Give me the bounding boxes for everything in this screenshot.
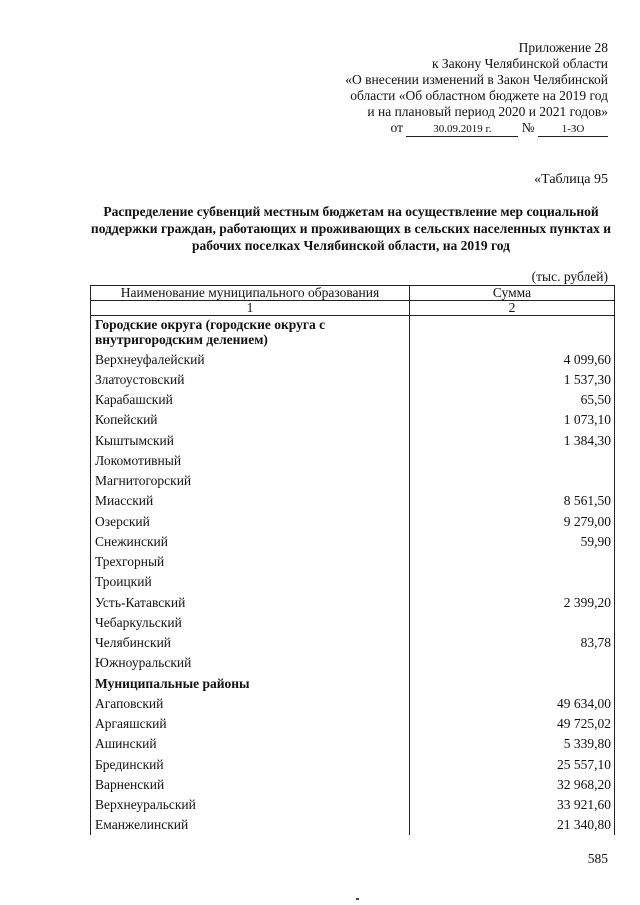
municipality-name-cell: Ашинский bbox=[91, 734, 410, 754]
table-row bbox=[91, 693, 615, 713]
municipality-name-cell: Троицкий bbox=[91, 572, 410, 592]
amount-cell bbox=[410, 572, 615, 592]
appendix-line: области «Об областном бюджете на 2019 год bbox=[350, 88, 608, 103]
municipality-name-cell: Верхнеуральский bbox=[91, 795, 410, 815]
table-row bbox=[91, 410, 615, 430]
amount-cell: 65,50 bbox=[410, 390, 615, 410]
column-number-row bbox=[91, 301, 615, 316]
table-body bbox=[91, 316, 615, 836]
amount-cell: 1 384,30 bbox=[410, 430, 615, 450]
municipality-name-cell: Аргаяшский bbox=[91, 714, 410, 734]
table-row bbox=[91, 491, 615, 511]
municipality-name-cell: Трехгорный bbox=[91, 552, 410, 572]
table-row bbox=[91, 552, 615, 572]
appendix-heading bbox=[308, 40, 608, 137]
municipality-name-cell: Южноуральский bbox=[91, 653, 410, 673]
amount-cell: 21 340,80 bbox=[410, 815, 615, 835]
table-row bbox=[91, 734, 615, 754]
amount-cell: 1 537,30 bbox=[410, 369, 615, 389]
municipality-name-cell: Локомотивный bbox=[91, 450, 410, 470]
units-label: (тыс. рублей) bbox=[531, 269, 608, 284]
table-row bbox=[91, 450, 615, 470]
amount-cell: 1 073,10 bbox=[410, 410, 615, 430]
municipality-name-cell: Озерский bbox=[91, 511, 410, 531]
number-prefix: № bbox=[521, 120, 535, 135]
municipality-name-cell: Миасский bbox=[91, 491, 410, 511]
table-row bbox=[91, 714, 615, 734]
amount-cell: 9 279,00 bbox=[410, 511, 615, 531]
amount-cell: 4 099,60 bbox=[410, 349, 615, 369]
group-name-cell: Муниципальные районы bbox=[91, 673, 410, 693]
column-number: 2 bbox=[410, 301, 615, 316]
municipality-name-cell: Челябинский bbox=[91, 633, 410, 653]
amount-cell: 32 968,20 bbox=[410, 774, 615, 794]
amount-cell: 25 557,10 bbox=[410, 754, 615, 774]
municipality-name-cell: Чебаркульский bbox=[91, 612, 410, 632]
page-number: 585 bbox=[587, 851, 608, 866]
municipality-name-cell: Верхнеуфалейский bbox=[91, 349, 410, 369]
amount-cell: 33 921,60 bbox=[410, 795, 615, 815]
appendix-line: Приложение 28 bbox=[518, 40, 608, 55]
column-header-name: Наименование муниципального образования bbox=[91, 286, 410, 301]
table-row bbox=[91, 511, 615, 531]
law-signature-line bbox=[308, 120, 608, 137]
table-row bbox=[91, 531, 615, 551]
group-name-cell: Городские округа (городские округа с внутригородским делением) bbox=[91, 316, 410, 350]
table-row bbox=[91, 815, 615, 835]
column-number: 1 bbox=[91, 301, 410, 316]
amount-cell bbox=[410, 450, 615, 470]
amount-cell bbox=[410, 471, 615, 491]
amount-cell bbox=[410, 653, 615, 673]
municipality-name-cell: Магнитогорский bbox=[91, 471, 410, 491]
law-number: 1-ЗО bbox=[538, 123, 608, 137]
amount-cell bbox=[410, 612, 615, 632]
table-row bbox=[91, 572, 615, 592]
municipality-name-cell: Брединский bbox=[91, 754, 410, 774]
law-date: 30.09.2019 г. bbox=[406, 123, 518, 137]
table-label: «Таблица 95 bbox=[534, 172, 608, 187]
municipality-name-cell: Кыштымский bbox=[91, 430, 410, 450]
scan-mark bbox=[356, 898, 359, 900]
amount-cell: 2 399,20 bbox=[410, 592, 615, 612]
amount-cell bbox=[410, 552, 615, 572]
amount-cell: 8 561,50 bbox=[410, 491, 615, 511]
municipality-name-cell: Златоустовский bbox=[91, 369, 410, 389]
amount-cell bbox=[410, 673, 615, 693]
municipality-name-cell: Еманжелинский bbox=[91, 815, 410, 835]
table-row bbox=[91, 754, 615, 774]
appendix-line: «О внесении изменений в Закон Челябинской bbox=[345, 72, 608, 87]
table-row bbox=[91, 430, 615, 450]
table-row bbox=[91, 369, 615, 389]
table-row bbox=[91, 633, 615, 653]
subsidy-table bbox=[90, 285, 615, 835]
municipality-name-cell: Копейский bbox=[91, 410, 410, 430]
table-group-row bbox=[91, 316, 615, 350]
table-row bbox=[91, 592, 615, 612]
table-row bbox=[91, 390, 615, 410]
amount-cell bbox=[410, 316, 615, 350]
table-row bbox=[91, 471, 615, 491]
table-row bbox=[91, 653, 615, 673]
table-row bbox=[91, 612, 615, 632]
municipality-name-cell: Снежинский bbox=[91, 531, 410, 551]
amount-cell: 49 634,00 bbox=[410, 693, 615, 713]
amount-cell: 59,90 bbox=[410, 531, 615, 551]
document-title: Распределение субвенций местным бюджетам на осуществление мер социальной поддержки граждан, работающих и проживающих в сельских населенных пунктах и рабочих поселках Челябинской области, на 2019 год bbox=[90, 204, 612, 253]
table-row bbox=[91, 349, 615, 369]
municipality-name-cell: Агаповский bbox=[91, 693, 410, 713]
municipality-name-cell: Карабашский bbox=[91, 390, 410, 410]
amount-cell: 49 725,02 bbox=[410, 714, 615, 734]
appendix-line: и на плановый период 2020 и 2021 годов» bbox=[367, 104, 608, 119]
table-group-row bbox=[91, 673, 615, 693]
table-header-row bbox=[91, 286, 615, 301]
table-row bbox=[91, 795, 615, 815]
table-row bbox=[91, 774, 615, 794]
appendix-line: к Закону Челябинской области bbox=[431, 56, 608, 71]
date-prefix: от bbox=[390, 120, 403, 135]
amount-cell: 5 339,80 bbox=[410, 734, 615, 754]
municipality-name-cell: Усть-Катавский bbox=[91, 592, 410, 612]
amount-cell: 83,78 bbox=[410, 633, 615, 653]
municipality-name-cell: Варненский bbox=[91, 774, 410, 794]
column-header-amount: Сумма bbox=[410, 286, 615, 301]
